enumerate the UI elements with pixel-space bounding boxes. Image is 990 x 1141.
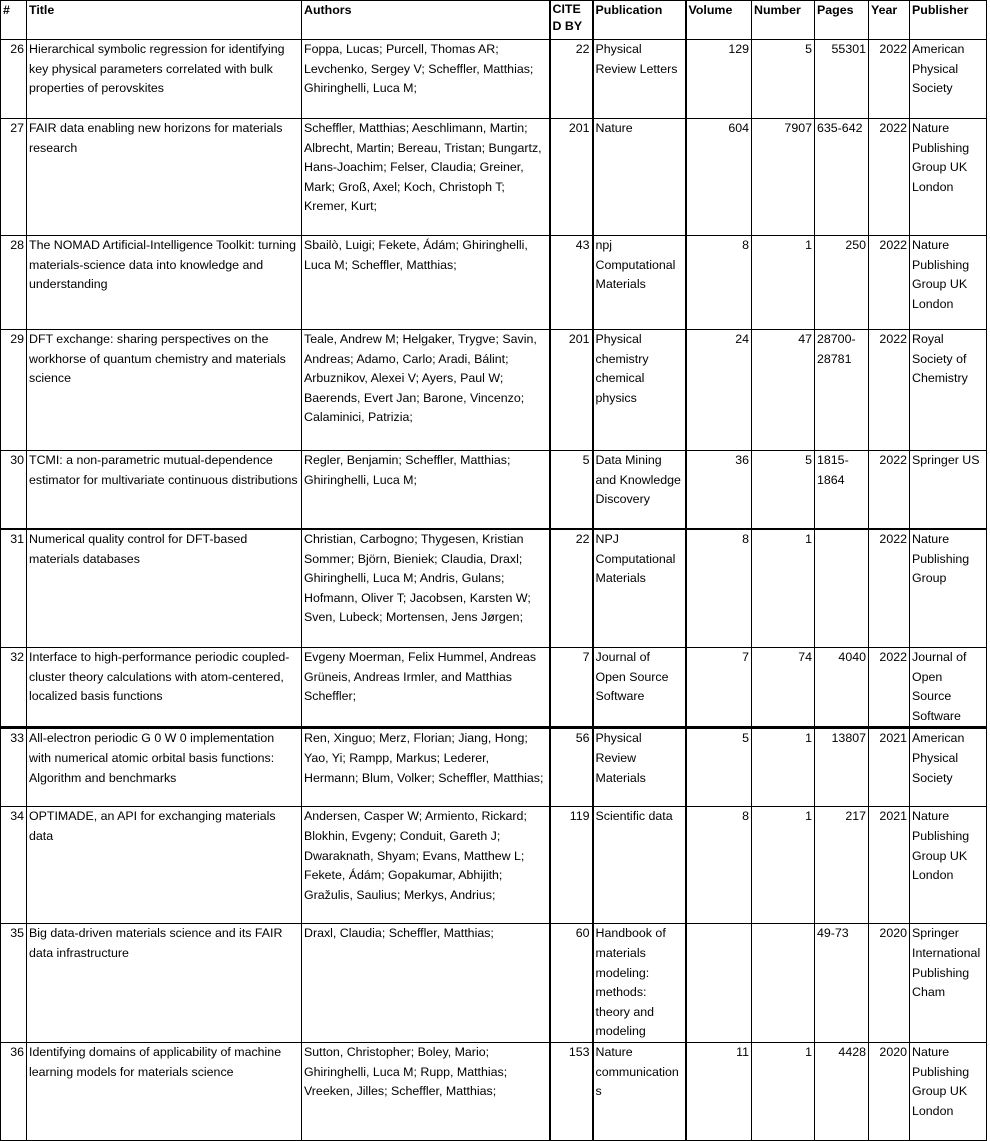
cell-number: 28 bbox=[1, 236, 27, 330]
cell-year: 2022 bbox=[869, 40, 910, 119]
table-row bbox=[1, 330, 987, 451]
cell-title: Numerical quality control for DFT-based materials databases bbox=[27, 529, 302, 648]
cell-year: 2020 bbox=[869, 924, 910, 1043]
cell-number-issue: 1 bbox=[752, 1042, 815, 1140]
cell-publisher: Royal Society of Chemistry bbox=[910, 330, 987, 451]
cell-publisher: Nature Publishing Group bbox=[910, 529, 987, 648]
cell-publisher: Journal of Open Source Software bbox=[910, 648, 987, 728]
cell-publication: Scientific data bbox=[593, 807, 686, 924]
col-header-publisher: Publisher bbox=[910, 1, 987, 40]
cell-pages bbox=[815, 529, 869, 648]
table-row bbox=[1, 40, 987, 119]
cell-volume: 36 bbox=[686, 451, 752, 530]
cell-publisher: Nature Publishing Group UK London bbox=[910, 1042, 987, 1140]
cell-year: 2022 bbox=[869, 529, 910, 648]
cell-pages: 49-73 bbox=[815, 924, 869, 1043]
cell-title: All-electron periodic G 0 W 0 implementation with numerical atomic orbital basis functions: Algorithm and benchmarks bbox=[27, 728, 302, 807]
cell-volume: 8 bbox=[686, 529, 752, 648]
cell-number-issue: 5 bbox=[752, 451, 815, 530]
cell-cited-by: 201 bbox=[550, 119, 593, 236]
cell-number: 35 bbox=[1, 924, 27, 1043]
cell-publication: Physical Review Letters bbox=[593, 40, 686, 119]
cell-title: Identifying domains of applicability of machine learning models for materials science bbox=[27, 1042, 302, 1140]
cell-cited-by: 119 bbox=[550, 807, 593, 924]
cell-year: 2022 bbox=[869, 648, 910, 728]
cell-authors: Foppa, Lucas; Purcell, Thomas AR; Levchenko, Sergey V; Scheffler, Matthias; Ghiringhelli, Luca M; bbox=[302, 40, 550, 119]
cell-authors: Christian, Carbogno; Thygesen, Kristian Sommer; Björn, Bieniek; Claudia, Draxl; Ghiringhelli, Luca M; Andris, Gulans; Hofmann, Oliver T; Jacobsen, Karsten W; Sven, Lubeck; Mortensen, Jens Jørgen; bbox=[302, 529, 550, 648]
cell-year: 2021 bbox=[869, 807, 910, 924]
col-header-publication: Publication bbox=[593, 1, 686, 40]
cell-title: Big data-driven materials science and its FAIR data infrastructure bbox=[27, 924, 302, 1043]
table-row bbox=[1, 728, 987, 807]
cell-title: DFT exchange: sharing perspectives on the workhorse of quantum chemistry and materials science bbox=[27, 330, 302, 451]
cell-publication: Journal of Open Source Software bbox=[593, 648, 686, 728]
table-row bbox=[1, 119, 987, 236]
col-header-authors: Authors bbox=[302, 1, 550, 40]
cell-cited-by: 7 bbox=[550, 648, 593, 728]
cell-publication: npj Computational Materials bbox=[593, 236, 686, 330]
cell-authors: Draxl, Claudia; Scheffler, Matthias; bbox=[302, 924, 550, 1043]
cell-pages: 4040 bbox=[815, 648, 869, 728]
cell-number: 31 bbox=[1, 529, 27, 648]
cell-number: 34 bbox=[1, 807, 27, 924]
cell-cited-by: 22 bbox=[550, 40, 593, 119]
cell-pages: 217 bbox=[815, 807, 869, 924]
cell-number-issue: 7907 bbox=[752, 119, 815, 236]
cell-authors: Teale, Andrew M; Helgaker, Trygve; Savin, Andreas; Adamo, Carlo; Aradi, Bálint; Arbuznikov, Alexei V; Ayers, Paul W; Baerends, Evert Jan; Barone, Vincenzo; Calaminici, Patrizia; bbox=[302, 330, 550, 451]
cell-volume bbox=[686, 924, 752, 1043]
cell-number-issue bbox=[752, 924, 815, 1043]
cell-number: 32 bbox=[1, 648, 27, 728]
cell-pages: 28700-28781 bbox=[815, 330, 869, 451]
cell-volume: 129 bbox=[686, 40, 752, 119]
cell-authors: Scheffler, Matthias; Aeschlimann, Martin; Albrecht, Martin; Bereau, Tristan; Bungartz, Hans-Joachim; Felser, Claudia; Greiner, Mark; Groß, Axel; Koch, Christoph T; Kremer, Kurt; bbox=[302, 119, 550, 236]
header-row bbox=[1, 1, 987, 40]
cell-volume: 7 bbox=[686, 648, 752, 728]
cell-pages: 13807 bbox=[815, 728, 869, 807]
cell-publisher: Nature Publishing Group UK London bbox=[910, 807, 987, 924]
cell-number: 26 bbox=[1, 40, 27, 119]
cell-number-issue: 1 bbox=[752, 529, 815, 648]
cell-authors: Ren, Xinguo; Merz, Florian; Jiang, Hong; Yao, Yi; Rampp, Markus; Lederer, Hermann; Blum, Volker; Scheffler, Matthias; bbox=[302, 728, 550, 807]
cell-number: 30 bbox=[1, 451, 27, 530]
cell-volume: 8 bbox=[686, 236, 752, 330]
cell-year: 2022 bbox=[869, 119, 910, 236]
cell-number: 27 bbox=[1, 119, 27, 236]
cell-number: 36 bbox=[1, 1042, 27, 1140]
cell-title: OPTIMADE, an API for exchanging materials data bbox=[27, 807, 302, 924]
cell-year: 2022 bbox=[869, 451, 910, 530]
cell-publisher: American Physical Society bbox=[910, 40, 987, 119]
cell-number-issue: 47 bbox=[752, 330, 815, 451]
cell-title: The NOMAD Artificial-Intelligence Toolkit: turning materials-science data into knowledge and understanding bbox=[27, 236, 302, 330]
cell-cited-by: 60 bbox=[550, 924, 593, 1043]
cell-number-issue: 5 bbox=[752, 40, 815, 119]
cell-cited-by: 56 bbox=[550, 728, 593, 807]
cell-publication: Data Mining and Knowledge Discovery bbox=[593, 451, 686, 530]
cell-pages: 635-642 bbox=[815, 119, 869, 236]
col-header-number-issue: Number bbox=[752, 1, 815, 40]
cell-publication: Handbook of materials modeling: methods: theory and modeling bbox=[593, 924, 686, 1043]
cell-volume: 11 bbox=[686, 1042, 752, 1140]
col-header-volume: Volume bbox=[686, 1, 752, 40]
col-header-year: Year bbox=[869, 1, 910, 40]
table-row bbox=[1, 529, 987, 648]
cell-title: Hierarchical symbolic regression for identifying key physical parameters correlated with bulk properties of perovskites bbox=[27, 40, 302, 119]
cell-authors: Sutton, Christopher; Boley, Mario; Ghiringhelli, Luca M; Rupp, Matthias; Vreeken, Jilles; Scheffler, Matthias; bbox=[302, 1042, 550, 1140]
col-header-cited-by: CITED BY bbox=[550, 1, 593, 40]
cell-cited-by: 5 bbox=[550, 451, 593, 530]
cell-authors: Evgeny Moerman, Felix Hummel, Andreas Grüneis, Andreas Irmler, and Matthias Scheffler; bbox=[302, 648, 550, 728]
cell-title: Interface to high-performance periodic coupled-cluster theory calculations with atom-centered, localized basis functions bbox=[27, 648, 302, 728]
cell-title: TCMI: a non-parametric mutual-dependence estimator for multivariate continuous distributions bbox=[27, 451, 302, 530]
cell-title: FAIR data enabling new horizons for materials research bbox=[27, 119, 302, 236]
table-row bbox=[1, 236, 987, 330]
cell-year: 2022 bbox=[869, 330, 910, 451]
cell-publisher: American Physical Society bbox=[910, 728, 987, 807]
table-row bbox=[1, 924, 987, 1043]
cell-number-issue: 1 bbox=[752, 807, 815, 924]
cell-cited-by: 201 bbox=[550, 330, 593, 451]
cell-publication: NPJ Computational Materials bbox=[593, 529, 686, 648]
cell-volume: 5 bbox=[686, 728, 752, 807]
cell-number-issue: 1 bbox=[752, 728, 815, 807]
col-header-pages: Pages bbox=[815, 1, 869, 40]
cell-authors: Andersen, Casper W; Armiento, Rickard; Blokhin, Evgeny; Conduit, Gareth J; Dwaraknath, Shyam; Evans, Matthew L; Fekete, Ádám; Gopakumar, Abhijith; Gražulis, Saulius; Merkys, Andrius; bbox=[302, 807, 550, 924]
col-header-number: # bbox=[1, 1, 27, 40]
cell-publication: Nature communications bbox=[593, 1042, 686, 1140]
cell-publisher: Springer US bbox=[910, 451, 987, 530]
cell-publication: Nature bbox=[593, 119, 686, 236]
cell-pages: 4428 bbox=[815, 1042, 869, 1140]
cell-pages: 1815-1864 bbox=[815, 451, 869, 530]
cell-year: 2020 bbox=[869, 1042, 910, 1140]
col-header-title: Title bbox=[27, 1, 302, 40]
cell-volume: 8 bbox=[686, 807, 752, 924]
cell-pages: 55301 bbox=[815, 40, 869, 119]
cell-authors: Sbailò, Luigi; Fekete, Ádám; Ghiringhelli, Luca M; Scheffler, Matthias; bbox=[302, 236, 550, 330]
cell-pages: 250 bbox=[815, 236, 869, 330]
cell-volume: 604 bbox=[686, 119, 752, 236]
cell-year: 2021 bbox=[869, 728, 910, 807]
cell-publisher: Nature Publishing Group UK London bbox=[910, 119, 987, 236]
cell-cited-by: 153 bbox=[550, 1042, 593, 1140]
cell-publisher: Nature Publishing Group UK London bbox=[910, 236, 987, 330]
cell-publication: Physical chemistry chemical physics bbox=[593, 330, 686, 451]
cell-cited-by: 22 bbox=[550, 529, 593, 648]
cell-authors: Regler, Benjamin; Scheffler, Matthias; Ghiringhelli, Luca M; bbox=[302, 451, 550, 530]
table-row bbox=[1, 807, 987, 924]
cell-cited-by: 43 bbox=[550, 236, 593, 330]
cell-year: 2022 bbox=[869, 236, 910, 330]
cell-volume: 24 bbox=[686, 330, 752, 451]
table-row bbox=[1, 451, 987, 530]
table-row bbox=[1, 1042, 987, 1140]
cell-publication: Physical Review Materials bbox=[593, 728, 686, 807]
table-row bbox=[1, 648, 987, 728]
cell-number: 33 bbox=[1, 728, 27, 807]
cell-number-issue: 1 bbox=[752, 236, 815, 330]
cell-number: 29 bbox=[1, 330, 27, 451]
cell-publisher: Springer International Publishing Cham bbox=[910, 924, 987, 1043]
cell-number-issue: 74 bbox=[752, 648, 815, 728]
